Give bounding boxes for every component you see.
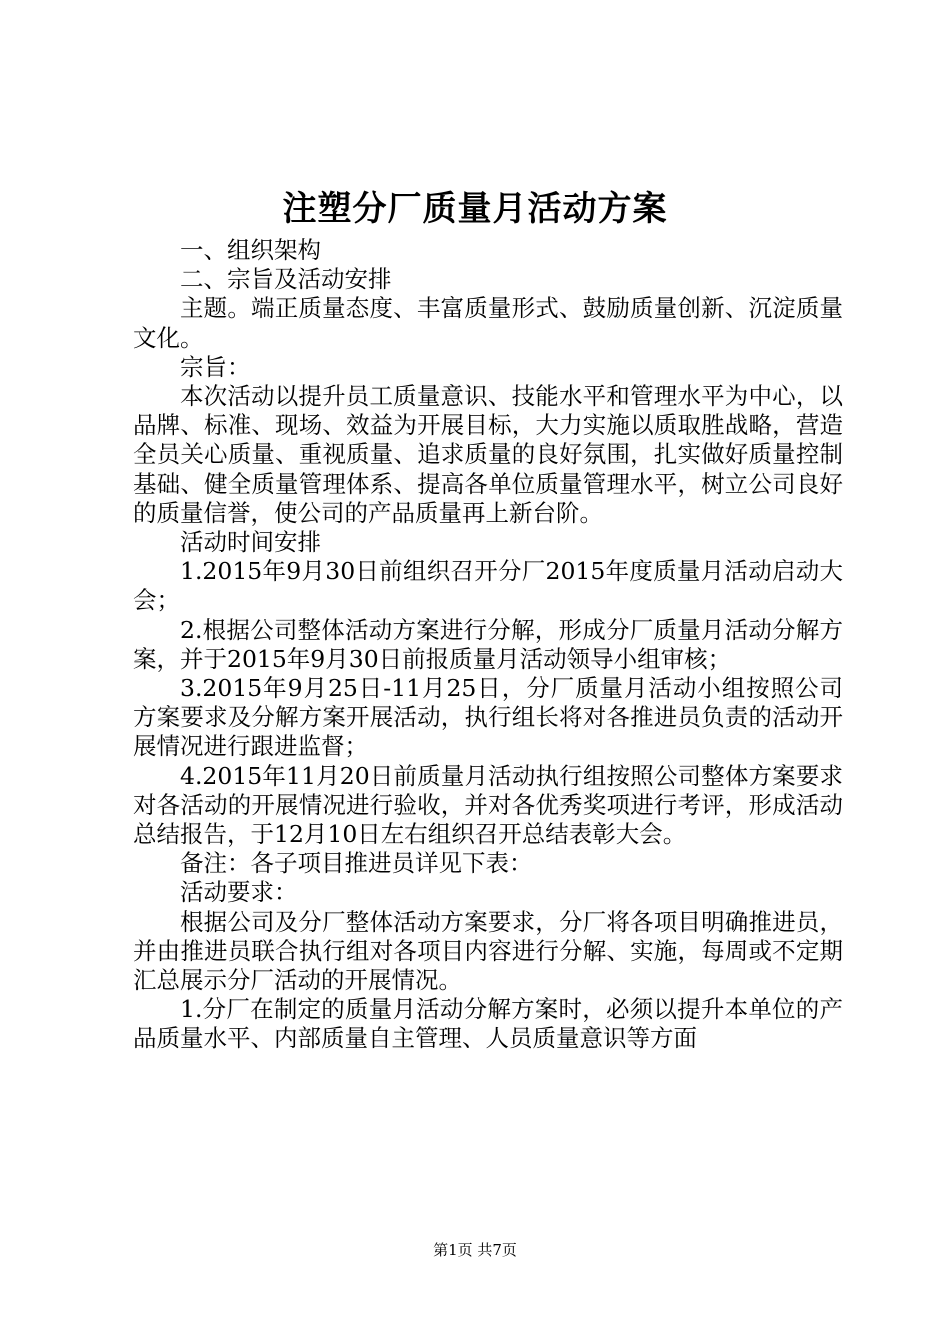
document-body: [133, 236, 843, 1054]
paragraph-section-1: 一、组织架构: [180, 236, 321, 264]
paragraph-purpose-heading: 宗旨：: [180, 352, 251, 381]
paragraph-schedule-1: 1.2015年9月30日前组织召开分厂2015年度质量月活动启动大会；: [133, 557, 843, 615]
paragraph-section-2: 二、宗旨及活动安排: [180, 265, 392, 294]
paragraph-schedule-3: 3.2015年9月25日-11月25日，分厂质量月活动小组按照公司方案要求及分解方案开展活动，执行组长将对各推进员负责的活动开展情况进行跟进监督；: [133, 674, 843, 761]
paragraph-requirements-heading: 活动要求：: [180, 878, 298, 907]
paragraph-purpose: 本次活动以提升员工质量意识、技能水平和管理水平为中心，以品牌、标准、现场、效益为开展目标，大力实施以质取胜战略，营造全员关心质量、重视质量、追求质量的良好氛围，扎实做好质量控制基础、健全质量管理体系、提高各单位质量管理水平，树立公司良好的质量信誉，使公司的产品质量再上新台阶。: [133, 382, 843, 527]
paragraph-schedule-heading: 活动时间安排: [180, 528, 321, 557]
paragraph-requirement-1: 1.分厂在制定的质量月活动分解方案时，必须以提升本单位的产品质量水平、内部质量自主管理、人员质量意识等方面: [133, 995, 843, 1053]
paragraph-requirements: 根据公司及分厂整体活动方案要求，分厂将各项目明确推进员，并由推进员联合执行组对各项目内容进行分解、实施，每周或不定期汇总展示分厂活动的开展情况。: [133, 907, 843, 995]
page-title: 注塑分厂质量月活动方案: [282, 189, 668, 229]
paragraph-schedule-2: 2.根据公司整体活动方案进行分解，形成分厂质量月活动分解方案，并于2015年9月30日前报质量月活动领导小组审核；: [133, 615, 843, 673]
paragraph-schedule-4: 4.2015年11月20日前质量月活动执行组按照公司整体方案要求对各活动的开展情况进行验收，并对各优秀奖项进行考评，形成活动总结报告，于12月10日左右组织召开总结表彰大会。: [133, 761, 843, 849]
paragraph-note: 备注：各子项目推进员详见下表：: [180, 849, 533, 878]
paragraph-theme: 主题。端正质量态度、丰富质量形式、鼓励质量创新、沉淀质量文化。: [133, 294, 843, 352]
page-number-footer: 第1页 共7页: [433, 1241, 517, 1259]
